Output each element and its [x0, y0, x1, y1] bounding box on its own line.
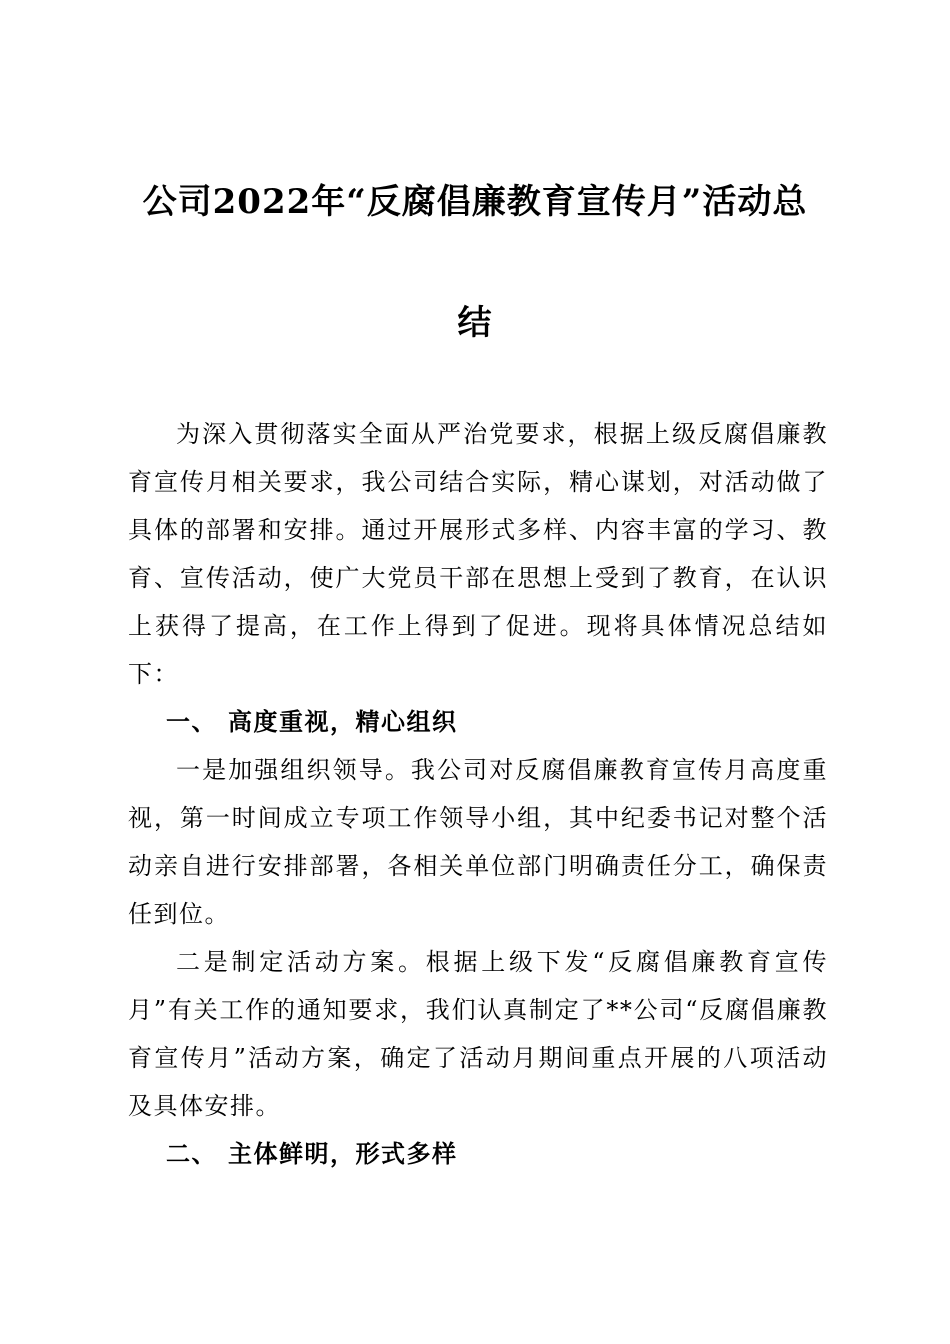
section-title-1: 高度重视，精心组织 [228, 707, 458, 736]
document-title-line1: 公司2022年“反腐倡廉教育宣传月”活动总 [142, 182, 808, 222]
section1-paragraph-2: 二是制定活动方案。根据上级下发“反腐倡廉教育宣传月”有关工作的通知要求，我们认真制定了**公司“反腐倡廉教育宣传月”活动方案，确定了活动月期间重点开展的八项活动及具体安排。 [128, 948, 828, 1120]
document-title-line2: 结 [457, 303, 493, 343]
section-title-2: 主体鲜明，形式多样 [228, 1139, 458, 1168]
section-heading-1 [128, 698, 828, 746]
section1-paragraph-1: 一是加强组织领导。我公司对反腐倡廉教育宣传月高度重视，第一时间成立专项工作领导小组，其中纪委书记对整个活动亲自进行安排部署，各相关单位部门明确责任分工，确保责任到位。 [128, 756, 828, 928]
section-number-2: 二、 [166, 1139, 217, 1168]
intro-paragraph: 为深入贯彻落实全面从严治党要求，根据上级反腐倡廉教育宣传月相关要求，我公司结合实际，精心谋划，对活动做了具体的部署和安排。通过开展形式多样、内容丰富的学习、教育、宣传活动，使广大党员干部在思想上受到了教育，在认识上获得了提高，在工作上得到了促进。现将具体情况总结如下： [128, 420, 828, 688]
section-heading-2 [128, 1130, 828, 1178]
document-body [128, 410, 828, 1178]
section-number-1: 一、 [166, 707, 217, 736]
